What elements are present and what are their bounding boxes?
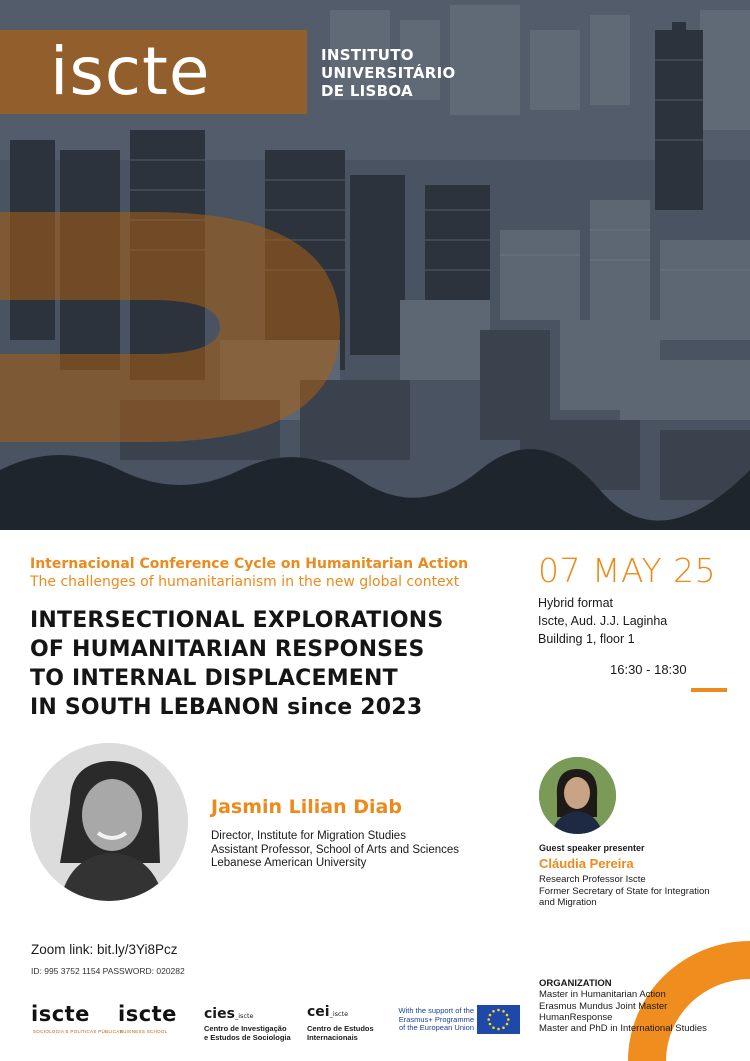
cei-desc-line: Centro de Estudos	[307, 1024, 374, 1033]
cies-logo-text: cies	[204, 1006, 235, 1022]
institution-line: DE LISBOA	[321, 82, 413, 100]
event-venue	[538, 594, 667, 648]
title-line: INTERSECTIONAL EXPLORATIONS	[30, 608, 444, 633]
institution-line: INSTITUTO	[321, 46, 414, 64]
organization-item: Master and PhD in International Studies	[539, 1023, 707, 1035]
iscte-sociology-logo: iscte	[31, 1002, 90, 1026]
iscte-logo: iscte	[50, 33, 211, 110]
title-line: OF HUMANITARIAN RESPONSES	[30, 637, 425, 662]
cei-logo-suffix: _iscte	[329, 1010, 349, 1018]
guest-name: Cláudia Pereira	[539, 856, 634, 871]
cies-desc-line: e Estudos de Sociologia	[204, 1033, 291, 1042]
organization-title: ORGANIZATION	[539, 978, 612, 989]
guest-role: and Migration	[539, 897, 597, 908]
organization-item: Erasmus Mundus Joint Master	[539, 1000, 668, 1012]
guest-role: Research Professor Iscte	[539, 874, 646, 885]
venue-line: Iscte, Aud. J.J. Laginha	[538, 614, 668, 628]
title-line: TO INTERNAL DISPLACEMENT	[30, 666, 398, 691]
guest-avatar	[539, 757, 616, 834]
iscte-sociology-logo-sub: SOCIOLOGIA E POLÍTICAS PÚBLICAS	[33, 1029, 123, 1034]
cies-desc-line: Centro de Investigação	[204, 1024, 287, 1033]
organization-item: Master in Humanitarian Action	[539, 989, 666, 1001]
cies-description	[204, 1024, 291, 1042]
guest-label: Guest speaker presenter	[539, 843, 645, 853]
speaker-name: Jasmin Lilian Diab	[211, 796, 402, 818]
speaker-role: Director, Institute for Migration Studies	[211, 830, 406, 842]
eu-text-line: With the support of the	[398, 1006, 474, 1015]
cies-logo-suffix: _iscte	[234, 1012, 254, 1020]
cei-description	[307, 1024, 374, 1042]
time-underline	[691, 688, 727, 692]
zoom-link[interactable]: Zoom link: bit.ly/3Yi8Pcz	[31, 942, 178, 957]
institution-name	[321, 46, 456, 100]
organization-item: HumanResponse	[539, 1011, 613, 1023]
institution-line: UNIVERSITÁRIO	[321, 64, 456, 82]
event-date: 07 MAY 25	[538, 551, 717, 590]
zoom-credentials: ID: 995 3752 1154 PASSWORD: 020282	[31, 966, 185, 976]
decorative-letter-shape	[0, 212, 340, 442]
eu-text-line: of the European Union	[398, 1023, 474, 1032]
eu-text-line: Erasmus+ Programme	[398, 1014, 474, 1024]
event-title	[30, 606, 510, 722]
speaker-role: Assistant Professor, School of Arts and Sciences	[211, 843, 460, 856]
eu-flag-icon	[477, 1005, 520, 1034]
speaker-avatar	[30, 743, 188, 901]
guest-role: Former Secretary of State for Integration	[539, 885, 710, 897]
iscte-business-logo-sub: BUSINESS SCHOOL	[120, 1029, 168, 1034]
conference-subtitle: The challenges of humanitarianism in the new global context	[30, 574, 460, 590]
erasmus-support-text	[388, 1007, 474, 1033]
cei-logo	[307, 1004, 348, 1020]
event-format: Hybrid format	[538, 596, 614, 610]
cei-desc-line: Internacionais	[307, 1033, 358, 1042]
title-line: IN SOUTH LEBANON since 2023	[30, 695, 423, 720]
hero-cityscape-image	[0, 0, 750, 530]
event-time: 16:30 - 18:30	[610, 662, 687, 677]
cies-logo	[204, 1006, 254, 1022]
guest-roles	[539, 874, 710, 909]
cei-logo-text: cei	[307, 1004, 330, 1020]
venue-line: Building 1, floor 1	[538, 632, 635, 646]
conference-cycle: Internacional Conference Cycle on Humanitarian Action	[30, 556, 469, 572]
organization-block	[539, 978, 707, 1034]
speaker-role: Lebanese American University	[211, 857, 367, 869]
iscte-business-logo: iscte	[118, 1002, 177, 1026]
speaker-roles	[211, 830, 459, 871]
